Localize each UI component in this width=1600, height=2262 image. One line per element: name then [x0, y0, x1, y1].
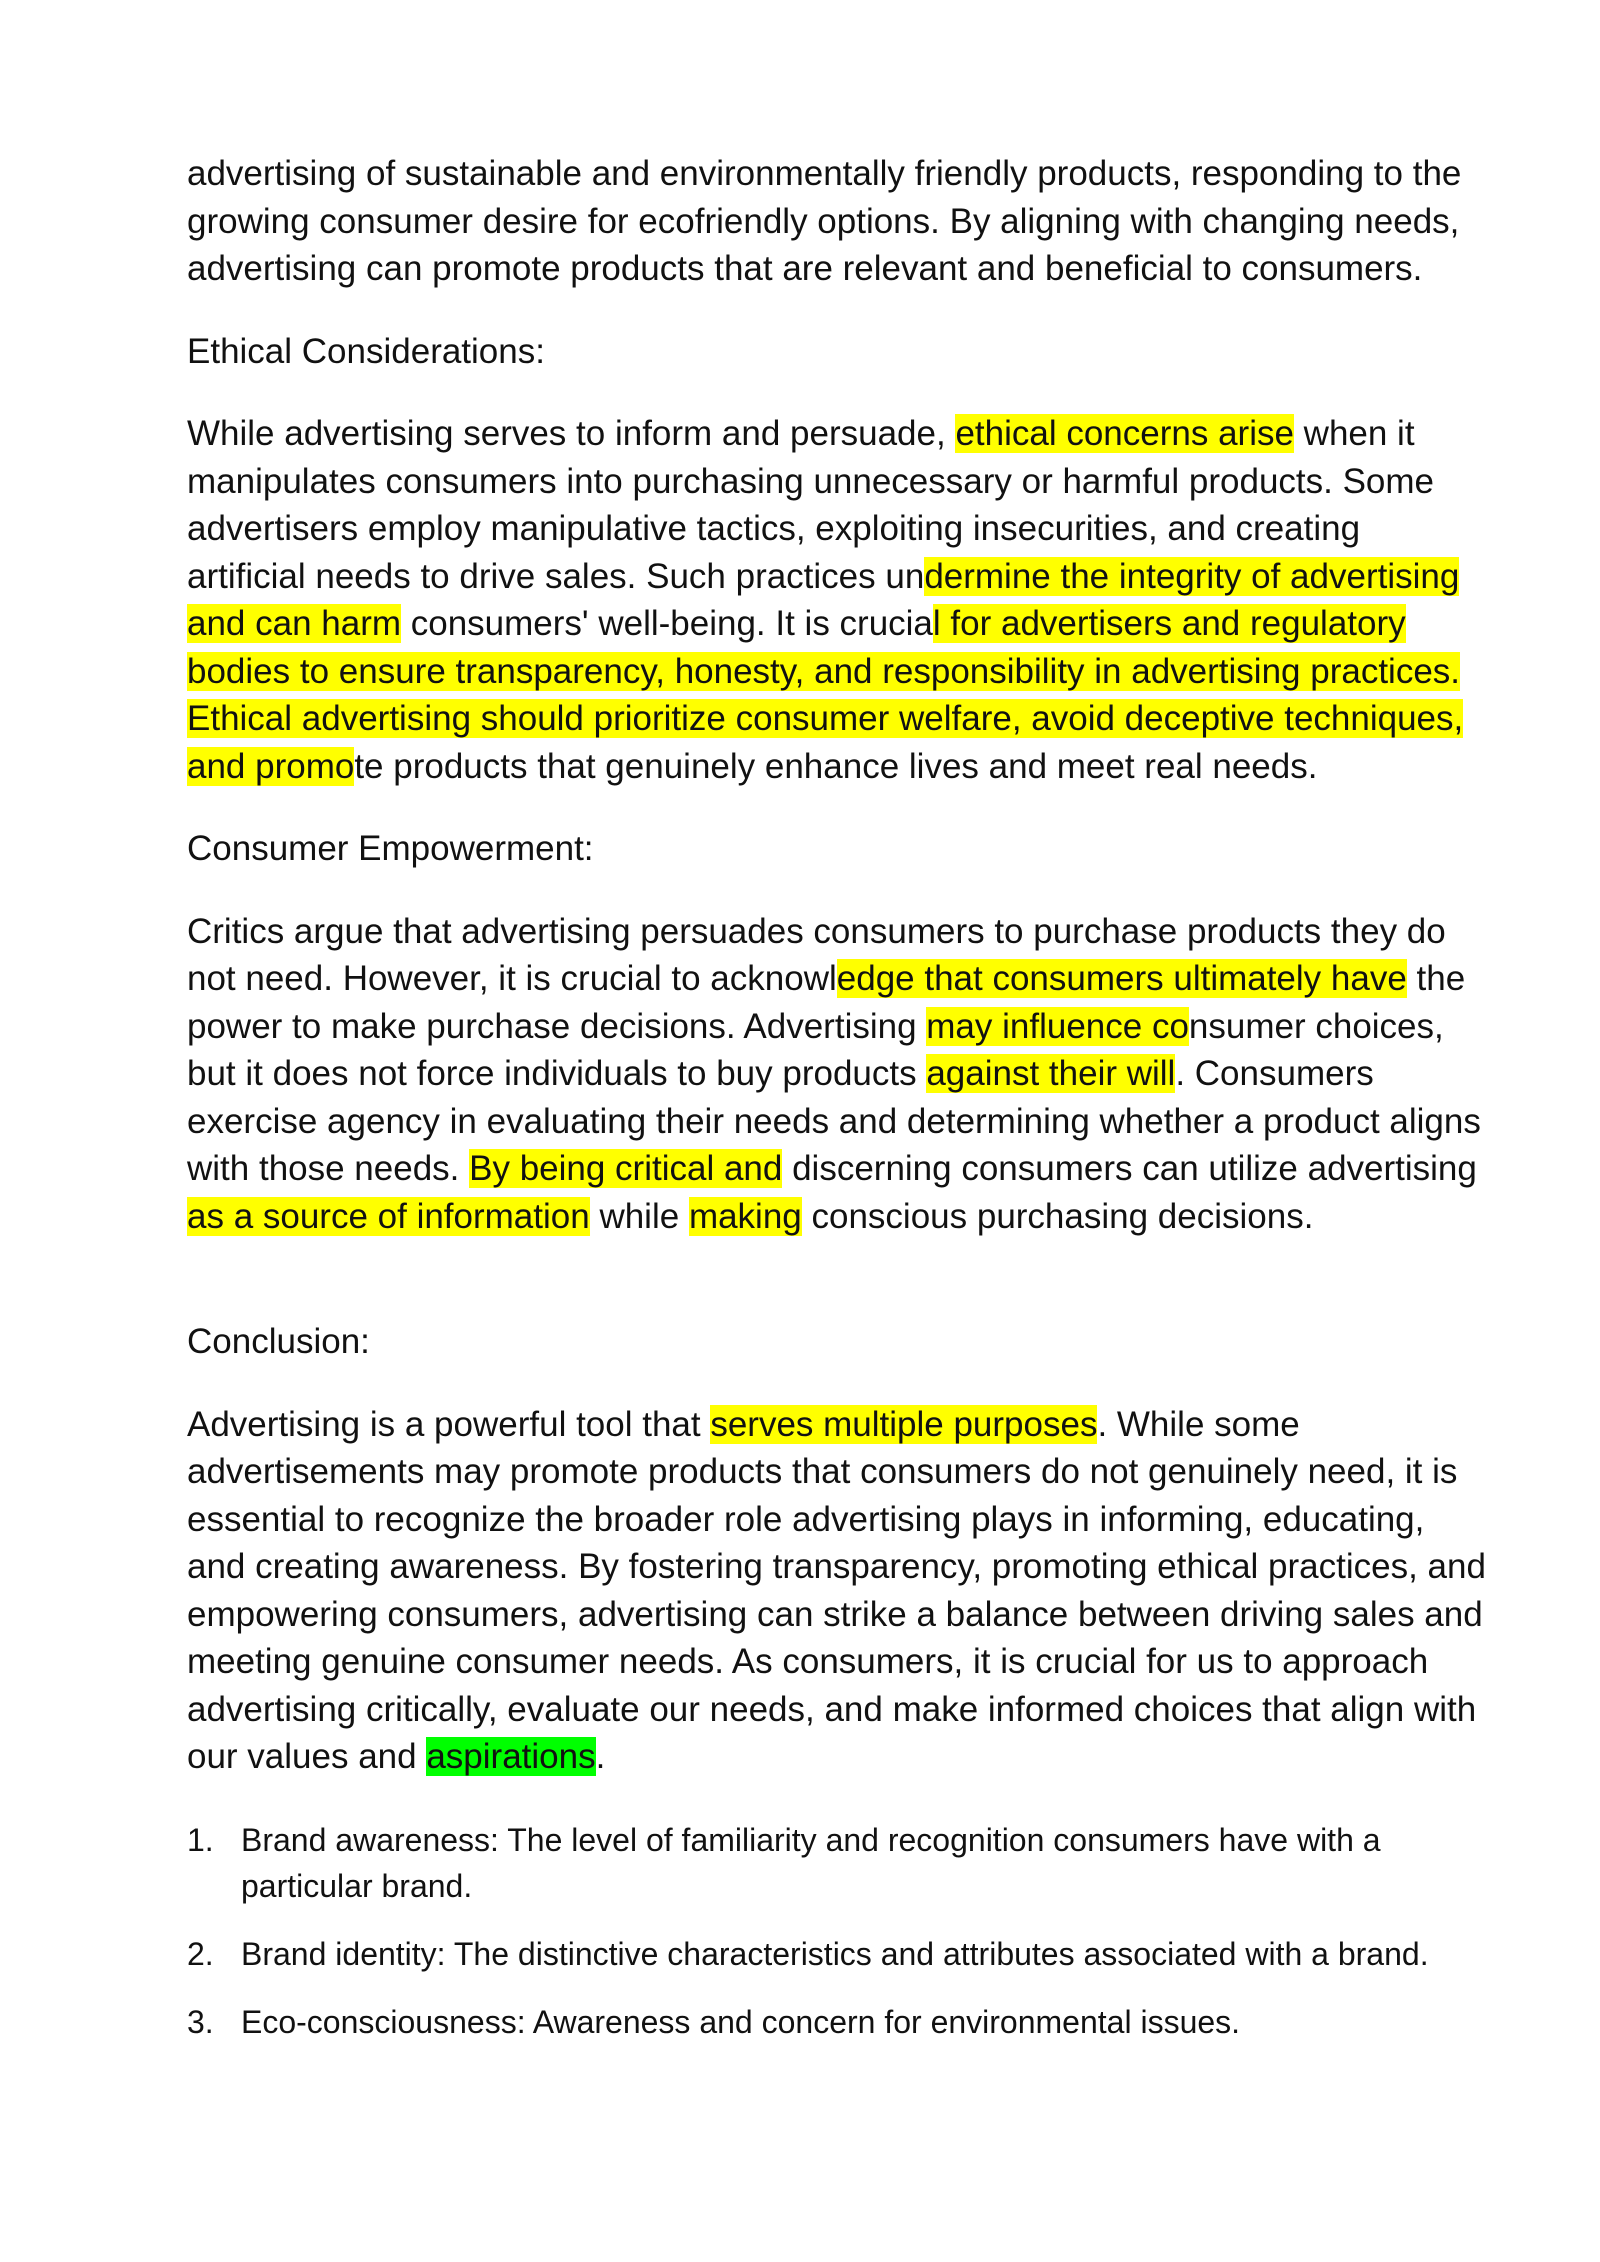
conclusion-heading: Conclusion:: [187, 1322, 370, 1361]
highlight-yellow: serves multiple purposes: [710, 1404, 1098, 1444]
highlight-yellow: ethical concerns arise: [955, 414, 1294, 453]
text-run: Advertising is a powerful tool that: [187, 1404, 711, 1444]
text-run: While advertising serves to inform and persuade,: [187, 414, 956, 453]
text-run: discerning consumers can utilize advertising: [782, 1149, 1477, 1188]
ethical-considerations-paragraph: [187, 410, 1487, 790]
text-run: consumers' well-being. It is crucia: [401, 604, 933, 643]
intro-paragraph: advertising of sustainable and environmentally friendly products, responding to the growing consumer desire for ecofriendly options. By aligning with changing needs, advertising can promote products that are relevant and beneficial to consumers.: [187, 154, 1462, 288]
highlight-yellow: as a source of information: [187, 1196, 590, 1236]
highlight-yellow: By being critical and: [469, 1149, 783, 1188]
highlight-yellow: edge that consumers ultimately have: [836, 959, 1407, 998]
list-number: 1.: [187, 1821, 214, 1858]
text-run: . Consumers exercise agency in evaluating their needs and determining whether a product aligns with those needs.: [187, 1054, 1481, 1188]
text-run: the power to make purchase decisions. Advertising: [187, 959, 1466, 1046]
text-run: while: [589, 1196, 689, 1236]
text-run: Critics argue that advertising persuades consumers to purchase products they do not need. However, it is crucial to acknowl: [187, 911, 1446, 998]
text-run: nsumer choices, but it does not force individuals to buy products: [187, 1006, 1444, 1093]
highlight-green: aspirations: [426, 1737, 596, 1776]
text-run: conscious purchasing decisions.: [801, 1196, 1314, 1236]
text-run: te products that genuinely enhance lives and meet real needs.: [354, 746, 1318, 786]
ethical-considerations-heading: Ethical Considerations:: [187, 331, 545, 371]
highlight-yellow: making: [688, 1196, 802, 1236]
definitions-list: [187, 1817, 1487, 2045]
document-page: [187, 150, 1487, 2067]
conclusion-paragraph: [187, 1401, 1487, 1781]
consumer-empowerment-paragraph: [187, 908, 1487, 1241]
list-item: [187, 1817, 1487, 1909]
highlight-yellow: against their will: [926, 1054, 1176, 1093]
definition-text: Brand identity: The distinctive characteristics and attributes associated with a brand.: [241, 1935, 1429, 1972]
definition-text: Brand awareness: The level of familiarity and recognition consumers have with a particular brand.: [241, 1821, 1381, 1904]
text-run: . While some advertisements may promote products that consumers do not genuinely need, it is essential to recognize the broader role advertising plays in informing, educating, and creating awareness. By fostering transparency, promoting ethical practices, and empowering consumers, advertising can strike a balance between driving sales and meeting genuine consumer needs. As consumers, it is crucial for us to approach advertising critically, evaluate our needs, and make informed choices that align with our values and: [187, 1404, 1486, 1776]
list-item: [187, 1931, 1487, 1977]
highlight-yellow: dermine the integrity of advertising and can harm: [187, 556, 1460, 643]
text-run: .: [595, 1737, 606, 1776]
highlight-yellow: may influence co: [926, 1006, 1189, 1046]
list-number: 2.: [187, 1935, 214, 1972]
consumer-empowerment-heading: Consumer Empowerment:: [187, 829, 594, 868]
list-item: [187, 1999, 1487, 2045]
list-number: 3.: [187, 2003, 214, 2040]
definition-text: Eco-consciousness: Awareness and concern for environmental issues.: [241, 2003, 1241, 2040]
highlight-yellow: l for advertisers and regulatory bodies to ensure transparency, honesty, and responsibility in advertising practices. Ethical advertising should prioritize consumer welfare, avoid deceptive techniques, and promo: [187, 604, 1464, 786]
text-run: when it manipulates consumers into purchasing unnecessary or harmful products. Some advertisers employ manipulative tactics, exploiting insecurities, and creating artificial needs to drive sales. Such practices un: [187, 414, 1435, 596]
